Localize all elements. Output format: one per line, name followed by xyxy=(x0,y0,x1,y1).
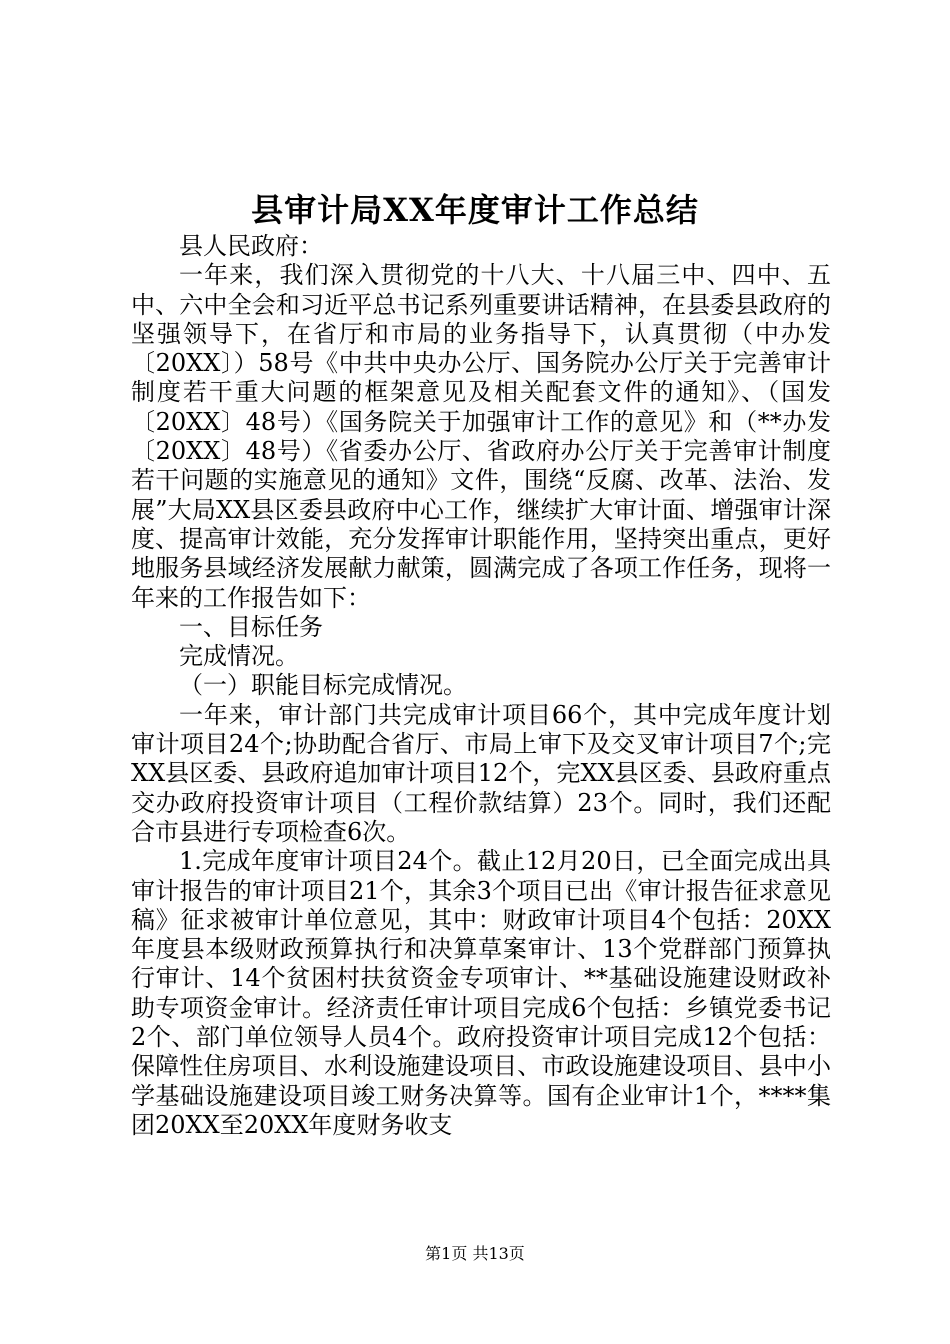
paragraph-intro: 一年来，我们深入贯彻党的十八大、十八届三中、四中、五中、六中全会和习近平总书记系列重要讲话精神，在县委县政府的坚强领导下，在省厅和市局的业务指导下，认真贯彻（中办发〔20XX〕）58号《中共中央办公厅、国务院办公厅关于完善审计制度若干重大问题的框架意见及相关配套文件的通知》、（国发〔20XX〕48号）《国务院关于加强审计工作的意见》和（**办发〔20XX〕48号）《省委办公厅、省政府办公厅关于完善审计制度若干问题的实施意见的通知》文件，围绕“反腐、改革、法治、发展”大局XX县区委县政府中心工作，继续扩大审计面、增强审计深度、提高审计效能，充分发挥审计职能作用，坚持突出重点，更好地服务县域经济发展献力献策，圆满完成了各项工作任务，现将一年来的工作报告如下： xyxy=(131,261,831,612)
subsection-heading: （一）职能目标完成情况。 xyxy=(179,671,467,700)
section-heading: 一、目标任务 xyxy=(179,612,323,641)
document-body xyxy=(131,232,831,1140)
section-subheading: 完成情况。 xyxy=(179,642,299,671)
document-title: 县审计局XX年度审计工作总结 xyxy=(251,191,699,229)
paragraph-item-1: 1.完成年度审计项目24个。截止12月20日，已全面完成出具审计报告的审计项目21个，其余3个项目已出《审计报告征求意见稿》征求被审计单位意见，其中：财政审计项目4个包括：20XX年度县本级财政预算执行和决算草案审计、13个党群部门预算执行审计、14个贫困村扶贫资金专项审计、**基础设施建设财政补助专项资金审计。经济责任审计项目完成6个包括：乡镇党委书记2个、部门单位领导人员4个。政府投资审计项目完成12个包括：保障性住房项目、水利设施建设项目、市政设施建设项目、县中小学基础设施建设项目竣工财务决算等。国有企业审计1个，****集团20XX至20XX年度财务收支 xyxy=(131,847,831,1139)
paragraph-salutation: 县人民政府： xyxy=(179,232,323,260)
page-number-footer: 第1页 共13页 xyxy=(425,1244,525,1263)
paragraph-summary: 一年来，审计部门共完成审计项目66个，其中完成年度计划审计项目24个;协助配合省厅、市局上审下及交叉审计项目7个;完XX县区委、县政府追加审计项目12个，完XX县区委、县政府重点交办政府投资审计项目（工程价款结算）23个。同时，我们还配合市县进行专项检查6次。 xyxy=(131,700,831,846)
